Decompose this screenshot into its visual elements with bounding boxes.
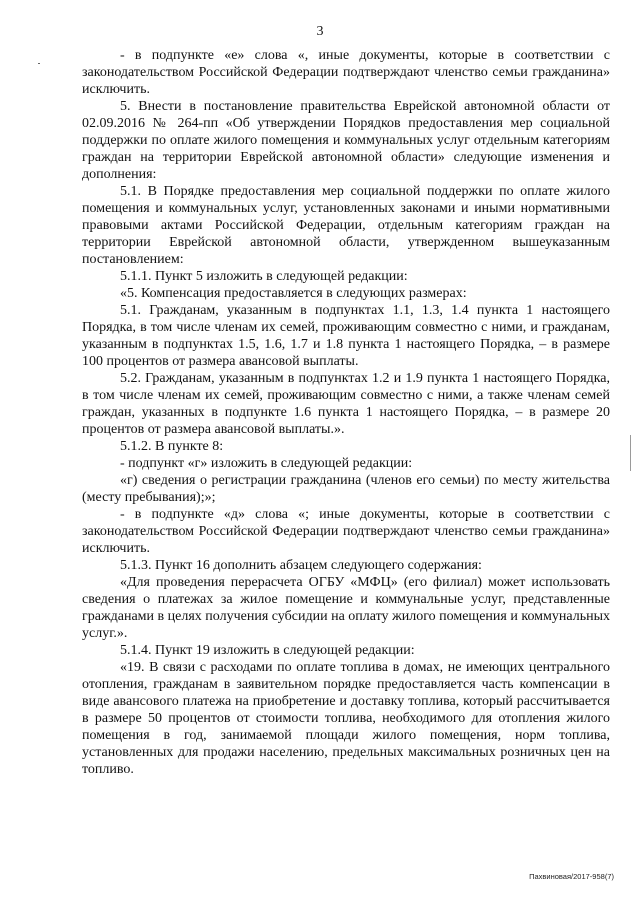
paragraph: «19. В связи с расходами по оплате топлива в домах, не имеющих центрального отопления, гражданам в заявительном порядке предоставляется часть компенсации в виде авансового платежа на приобретение и доставку топлива, который рассчитывается в размере 50 процентов от стоимости топлива, необходимого для отопления жилого помещения в год, занимаемой площади жилого помещения, норм топлива, установленных для продажи населению, предельных максимальных розничных цен на топливо.: [82, 660, 610, 777]
paragraph: «г) сведения о регистрации гражданина (членов его семьи) по месту жительства (месту пребывания);»;: [82, 473, 610, 505]
page-number: 3: [316, 24, 324, 39]
paragraph: 5. Внести в постановление правительства Еврейской автономной области от 02.09.2016 № 264-пп «Об утверждении Порядков предоставления мер социальной поддержки по оплате жилого помещения и коммунальных услуг отдельным категориям граждан на территории Еврейской автономной области» следующие изменения и дополнения:: [82, 99, 610, 182]
paragraph: - в подпункте «д» слова «; иные документы, которые в соответствии с законодательством Российской Федерации подтверждают членство семьи гражданина» исключить.: [82, 507, 610, 556]
paragraph: - подпункт «г» изложить в следующей редакции:: [120, 456, 413, 471]
scan-artifact: [38, 63, 40, 64]
paragraph: 5.1.2. В пункте 8:: [120, 439, 224, 454]
scan-artifact: [630, 435, 631, 471]
paragraph: 5.1.4. Пункт 19 изложить в следующей редакции:: [120, 643, 415, 658]
paragraph: 5.1.3. Пункт 16 дополнить абзацем следующего содержания:: [120, 558, 482, 573]
paragraph: 5.1.1. Пункт 5 изложить в следующей редакции:: [120, 269, 408, 284]
paragraph: «5. Компенсация предоставляется в следующих размерах:: [120, 286, 467, 301]
paragraph: - в подпункте «е» слова «, иные документы, которые в соответствии с законодательством Российской Федерации подтверждают членство семьи гражданина» исключить.: [82, 48, 610, 97]
paragraph: «Для проведения перерасчета ОГБУ «МФЦ» (его филиал) может использовать сведения о платежах за жилое помещение и коммунальные услуг, представленные гражданами в целях получения субсидии на оплату жилого помещения и коммунальных услуг.».: [82, 575, 610, 641]
paragraph: 5.2. Гражданам, указанным в подпунктах 1.2 и 1.9 пункта 1 настоящего Порядка, в том числе членам их семей, проживающим совместно с ними, а также членам семей граждан, указанных в подпункте 1.6 пункта 1 настоящего Порядка, – в размере 20 процентов от размера авансовой выплаты.».: [82, 371, 610, 437]
paragraph: 5.1. В Порядке предоставления мер социальной поддержки по оплате жилого помещения и коммунальных услуг, установленных законами и иными нормативными правовыми актами Российской Федерации, отдельным категориям граждан на территории Еврейской автономной области, утвержденном вышеуказанным постановлением:: [82, 184, 610, 267]
paragraph: 5.1. Гражданам, указанным в подпунктах 1.1, 1.3, 1.4 пункта 1 настоящего Порядка, в том числе членам их семей, проживающим совместно с ними, и гражданам, указанным в подпунктах 1.5, 1.6, 1.7 и 1.8 пункта 1 настоящего Порядка, – в размере 100 процентов от размера авансовой выплаты.: [82, 303, 610, 369]
document-body: [82, 47, 610, 778]
footer-document-code: Пахвиновая/2017-958(7): [529, 872, 614, 881]
